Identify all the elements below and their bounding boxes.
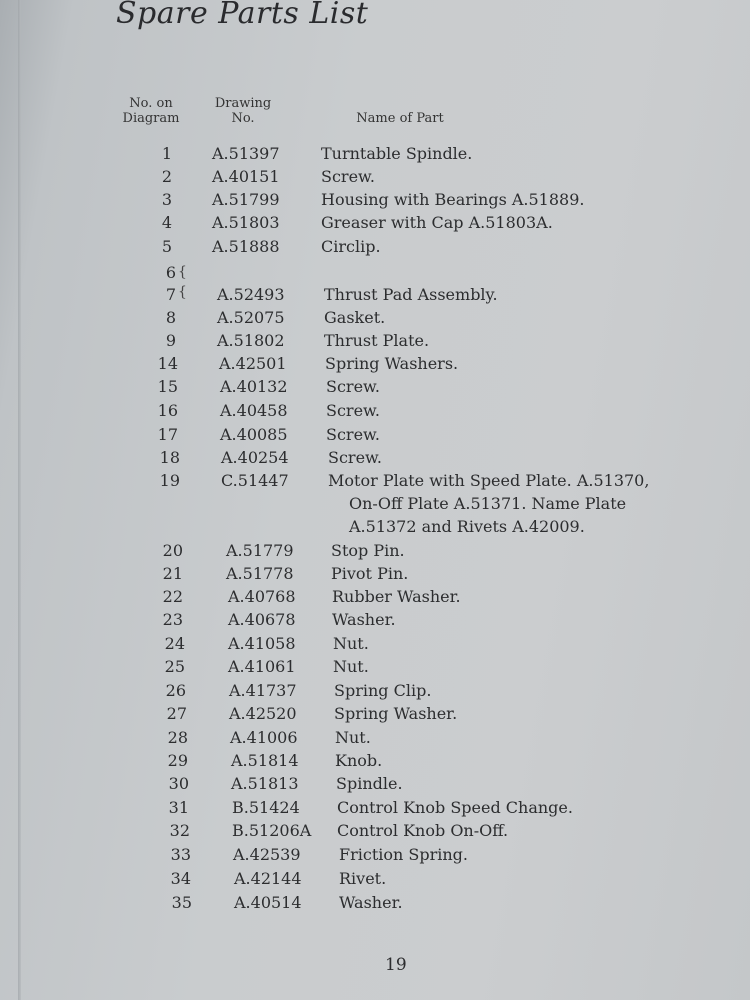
table-row: [0, 143, 750, 165]
drawing-number: A.40254: [221, 448, 289, 467]
part-name: Nut.: [335, 728, 371, 747]
table-row: [0, 797, 750, 819]
part-name: Screw.: [326, 377, 380, 396]
diagram-number: 22: [162, 587, 183, 606]
drawing-number: C.51447: [221, 471, 289, 490]
table-row: [0, 773, 750, 795]
table-row: [0, 424, 750, 446]
part-name: Turntable Spindle.: [321, 144, 473, 163]
drawing-number: A.40458: [220, 401, 288, 420]
drawing-number: A.40514: [234, 893, 302, 912]
diagram-number: 17: [157, 425, 178, 444]
diagram-number: 3: [161, 190, 172, 209]
bracket-6-7: { {: [178, 264, 187, 300]
drawing-number: A.51778: [226, 564, 294, 583]
part-name: Nut.: [333, 634, 369, 653]
page-number: 19: [385, 955, 407, 975]
part-name: Spring Washer.: [334, 704, 458, 723]
part-name: Stop Pin.: [331, 541, 405, 560]
diagram-number: 30: [168, 774, 189, 793]
table-row: [0, 727, 750, 749]
diagram-number: 29: [167, 751, 188, 770]
diagram-number: 1: [161, 144, 172, 163]
table-row: [0, 166, 750, 188]
diagram-number: 19: [159, 471, 180, 490]
drawing-number: A.51779: [226, 541, 294, 560]
part-name: Screw.: [326, 425, 380, 444]
page-title: Spare Parts List: [116, 0, 369, 31]
drawing-number: A.40085: [220, 425, 288, 444]
drawing-number: B.51424: [232, 798, 300, 817]
part-name: Spring Washers.: [325, 354, 459, 373]
drawing-number: A.51802: [217, 331, 285, 350]
diagram-number: 23: [162, 610, 183, 629]
table-row: [0, 680, 750, 702]
table-row: [0, 212, 750, 234]
part-name: Screw.: [326, 401, 380, 420]
drawing-number: A.41737: [229, 681, 297, 700]
drawing-number: A.51814: [231, 751, 299, 770]
part-name: Greaser with Cap A.51803A.: [321, 213, 553, 232]
part-name: Rubber Washer.: [332, 587, 461, 606]
table-row: [0, 400, 750, 422]
table-row: [0, 703, 750, 725]
part-name: Gasket.: [324, 308, 386, 327]
diagram-number: 8: [165, 308, 176, 327]
diagram-number: 25: [164, 657, 185, 676]
part-name: Screw.: [328, 448, 382, 467]
table-row: [0, 189, 750, 211]
table-row: [0, 868, 750, 890]
diagram-number: 20: [162, 541, 183, 560]
header-drawing-line2: No.: [231, 111, 255, 126]
table-row: [0, 284, 750, 306]
drawing-number: A.41058: [228, 634, 296, 653]
drawing-number: A.42501: [219, 354, 287, 373]
drawing-number: A.42520: [229, 704, 297, 723]
part-name: Screw.: [321, 167, 375, 186]
drawing-number: A.51799: [212, 190, 280, 209]
diagram-number: 9: [165, 331, 176, 350]
table-row: [0, 447, 750, 469]
table-row: [0, 376, 750, 398]
diagram-number: 26: [165, 681, 186, 700]
drawing-number: A.51397: [212, 144, 280, 163]
table-row: [0, 563, 750, 585]
part-name: Spindle.: [336, 774, 403, 793]
diagram-number: 34: [170, 869, 191, 888]
drawing-number: A.40768: [228, 587, 296, 606]
part-name: Pivot Pin.: [331, 564, 409, 583]
table-row: [0, 586, 750, 608]
drawing-number: A.40151: [212, 167, 280, 186]
drawing-number: A.51803: [212, 213, 280, 232]
table-row: [0, 330, 750, 352]
part-name: Circlip.: [321, 237, 381, 256]
table-row: [0, 750, 750, 772]
table-row: [0, 892, 750, 914]
part-name: Spring Clip.: [334, 681, 432, 700]
header-drawing-no: [210, 96, 276, 126]
table-row: [0, 633, 750, 655]
table-row: [0, 353, 750, 375]
drawing-number: A.52075: [217, 308, 285, 327]
table-row: [0, 262, 750, 284]
diagram-number: 33: [170, 845, 191, 864]
part-name: Control Knob Speed Change.: [337, 798, 573, 817]
diagram-number: 5: [161, 237, 172, 256]
table-row: [0, 307, 750, 329]
part-name-continuation: On-Off Plate A.51371. Name Plate: [349, 494, 627, 513]
part-name: Thrust Pad Assembly.: [324, 285, 498, 304]
diagram-number: 4: [161, 213, 172, 232]
table-row: [0, 844, 750, 866]
table-row: [0, 820, 750, 842]
diagram-number: 28: [167, 728, 188, 747]
diagram-number: 16: [157, 401, 178, 420]
drawing-number: A.41006: [230, 728, 298, 747]
header-no-line2: Diagram: [122, 111, 180, 126]
drawing-number: A.42144: [234, 869, 302, 888]
diagram-number: 7: [165, 285, 176, 304]
part-name: Thrust Plate.: [324, 331, 430, 350]
header-drawing-line1: Drawing: [214, 96, 272, 111]
header-no-on-diagram: [118, 96, 184, 126]
part-name: Washer.: [339, 893, 403, 912]
diagram-number: 15: [157, 377, 178, 396]
part-name: Motor Plate with Speed Plate. A.51370,: [328, 471, 650, 490]
drawing-number: A.51888: [212, 237, 280, 256]
table-row: [0, 470, 750, 492]
drawing-number: A.40678: [228, 610, 296, 629]
diagram-number: 21: [162, 564, 183, 583]
diagram-number: 31: [168, 798, 189, 817]
drawing-number: A.41061: [228, 657, 296, 676]
diagram-number: 2: [161, 167, 172, 186]
drawing-number: A.40132: [220, 377, 288, 396]
drawing-number: A.52493: [217, 285, 285, 304]
part-name: Control Knob On-Off.: [337, 821, 509, 840]
diagram-number: 18: [159, 448, 180, 467]
drawing-number: A.51813: [231, 774, 299, 793]
part-name: Rivet.: [339, 869, 387, 888]
diagram-number: 27: [166, 704, 187, 723]
table-row: [0, 609, 750, 631]
part-name-continuation: A.51372 and Rivets A.42009.: [349, 517, 585, 536]
drawing-number: A.42539: [233, 845, 301, 864]
part-name: Nut.: [333, 657, 369, 676]
part-name: Housing with Bearings A.51889.: [321, 190, 585, 209]
table-row: [0, 656, 750, 678]
header-name-of-part: Name of Part: [356, 111, 444, 126]
drawing-number: B.51206A: [232, 821, 312, 840]
table-row: [0, 236, 750, 258]
part-name: Knob.: [335, 751, 383, 770]
header-no-line1: No. on: [129, 96, 173, 111]
table-row: [0, 540, 750, 562]
diagram-number: 14: [157, 354, 178, 373]
diagram-number: 32: [169, 821, 190, 840]
diagram-number: 6: [165, 263, 176, 282]
part-name: Friction Spring.: [339, 845, 468, 864]
diagram-number: 35: [171, 893, 192, 912]
part-name: Washer.: [332, 610, 396, 629]
diagram-number: 24: [164, 634, 185, 653]
